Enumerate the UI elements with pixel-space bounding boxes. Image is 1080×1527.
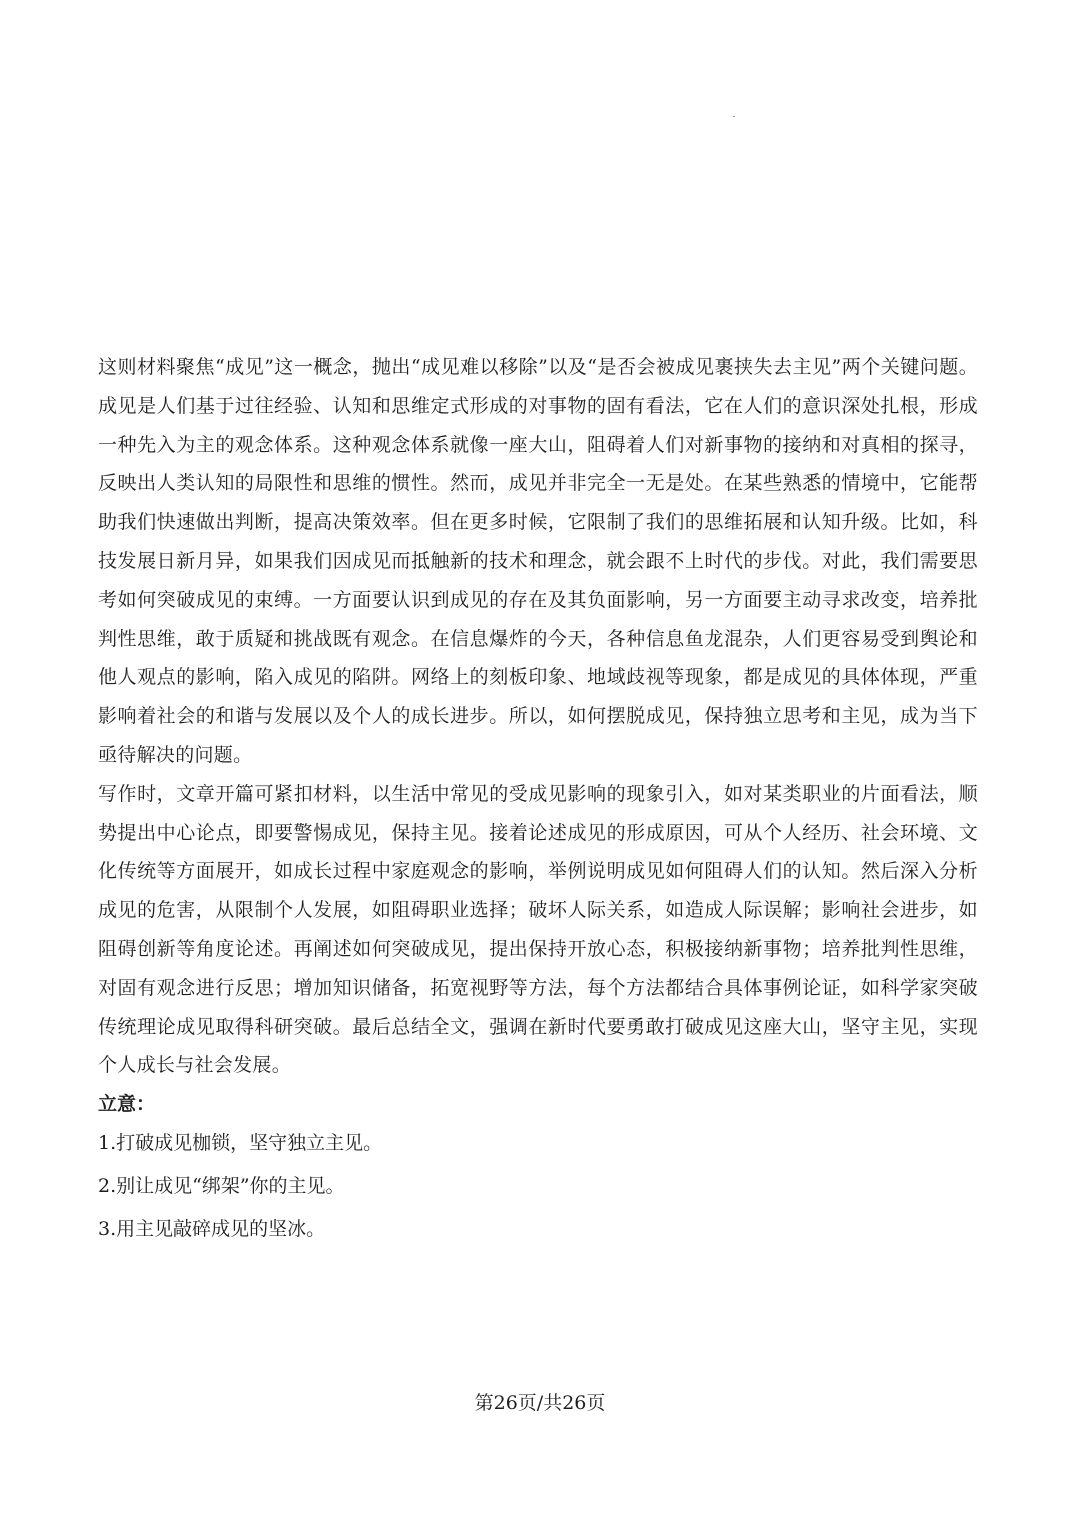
document-body bbox=[98, 348, 978, 1252]
analysis-paragraph: 这则材料聚焦“成见”这一概念，抛出“成见难以移除”以及“是否会被成见裹挟失去主见”两个关键问题。成见是人们基于过往经验、认知和思维定式形成的对事物的固有看法，它在人们的意识深处扎根，形成一种先入为主的观念体系。这种观念体系就像一座大山，阻碍着人们对新事物的接纳和对真相的探寻，反映出人类认知的局限性和思维的惯性。然而，成见并非完全一无是处。在某些熟悉的情境中，它能帮助我们快速做出判断，提高决策效率。但在更多时候，它限制了我们的思维拓展和认知升级。比如，科技发展日新月异，如果我们因成见而抵触新的技术和理念，就会跟不上时代的步伐。对此，我们需要思考如何突破成见的束缚。一方面要认识到成见的存在及其负面影响，另一方面要主动寻求改变，培养批判性思维，敢于质疑和挑战既有观念。在信息爆炸的今天，各种信息鱼龙混杂，人们更容易受到舆论和他人观点的影响，陷入成见的陷阱。网络上的刻板印象、地域歧视等现象，都是成见的具体体现，严重影响着社会的和谐与发展以及个人的成长进步。所以，如何摆脱成见，保持独立思考和主见，成为当下亟待解决的问题。 bbox=[98, 356, 978, 766]
writing-guidance-paragraph: 写作时，文章开篇可紧扣材料，以生活中常见的受成见影响的现象引入，如对某类职业的片面看法，顺势提出中心论点，即要警惕成见，保持主见。接着论述成见的形成原因，可从个人经历、社会环境、文化传统等方面展开，如成长过程中家庭观念的影响，举例说明成见如何阻碍人们的认知。然后深入分析成见的危害，从限制个人发展，如阻碍职业选择；破坏人际关系，如造成人际误解；影响社会进步，如阻碍创新等角度论述。再阐述如何突破成见，提出保持开放心态，积极接纳新事物；培养批判性思维，对固有观念进行反思；增加知识储备，拓宽视野等方法，每个方法都结合具体事例论证，如科学家突破传统理论成见取得科研突破。最后总结全文，强调在新时代要勇敢打破成见这座大山，坚守主见，实现个人成长与社会发展。 bbox=[98, 782, 978, 1077]
theme-list-item: 2.别让成见“绑架”你的主见。 bbox=[98, 1174, 345, 1197]
theme-list bbox=[98, 1124, 978, 1248]
theme-list-item: 3.用主见敲碎成见的坚冰。 bbox=[98, 1217, 326, 1240]
theme-list-item: 1.打破成见枷锁，坚守独立主见。 bbox=[98, 1131, 383, 1154]
theme-heading: 立意： bbox=[98, 1093, 156, 1116]
scan-speck bbox=[733, 116, 735, 117]
page-number-footer: 第26页/共26页 bbox=[474, 1392, 606, 1414]
